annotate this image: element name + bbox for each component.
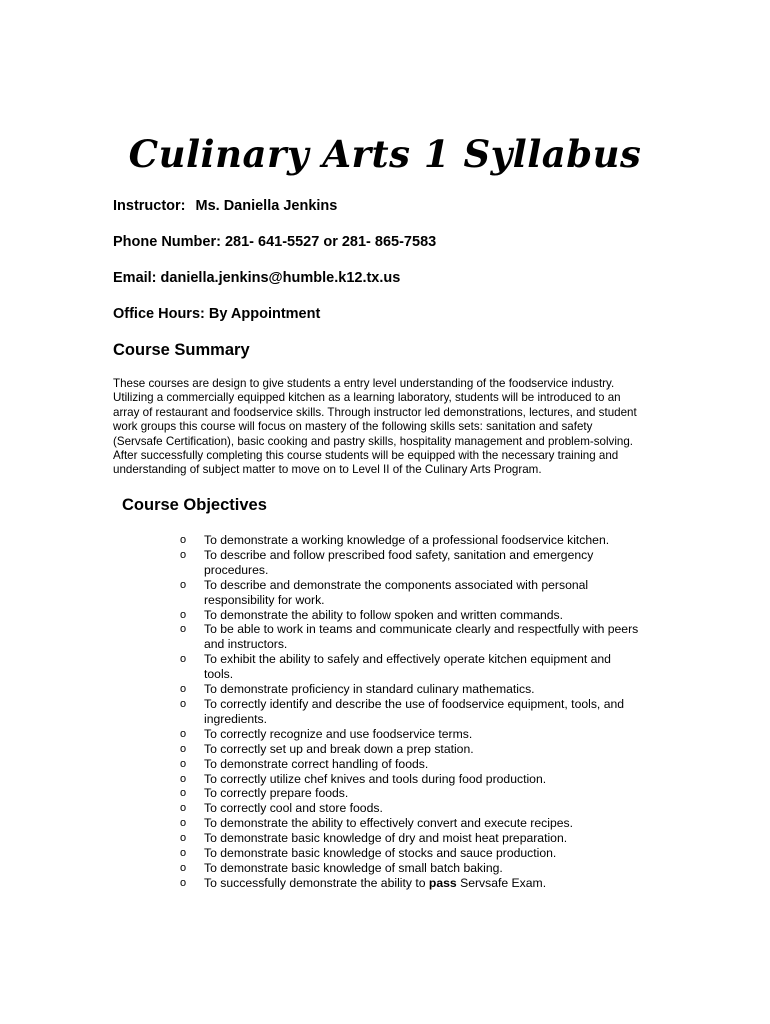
objective-line: To be able to work in teams and communicate clearly and respectfully with peers bbox=[204, 622, 639, 637]
bullet-icon: o bbox=[180, 727, 187, 740]
objective-line: To demonstrate the ability to follow spoken and written commands. bbox=[204, 607, 564, 622]
instructor-label: Instructor: bbox=[113, 198, 186, 214]
bullet-icon: o bbox=[180, 832, 187, 845]
course-objectives-heading: Course Objectives bbox=[122, 496, 267, 514]
instructor-name: Ms. Daniella Jenkins bbox=[195, 198, 338, 214]
bullet-icon: o bbox=[180, 757, 187, 770]
objective-item bbox=[180, 757, 660, 772]
objective-line: To demonstrate the ability to effectively convert and execute recipes. bbox=[204, 816, 573, 831]
objectives-list bbox=[180, 533, 660, 891]
objective-item bbox=[180, 533, 660, 548]
objective-item bbox=[180, 548, 660, 578]
objective-line: To demonstrate correct handling of foods. bbox=[204, 756, 429, 771]
objective-item bbox=[180, 801, 660, 816]
bullet-icon: o bbox=[180, 623, 187, 636]
objective-line: To demonstrate a working knowledge of a professional foodservice kitchen. bbox=[204, 533, 610, 547]
objective-item bbox=[180, 622, 660, 652]
objective-item bbox=[180, 876, 660, 891]
objective-line: To correctly utilize chef knives and tools during food production. bbox=[204, 771, 547, 786]
objective-line: ingredients. bbox=[204, 711, 268, 726]
objective-line: procedures. bbox=[204, 562, 269, 577]
bullet-icon: o bbox=[180, 653, 187, 666]
bullet-icon: o bbox=[180, 697, 187, 710]
bullet-icon: o bbox=[180, 578, 187, 591]
objective-item bbox=[180, 861, 660, 876]
objective-line bbox=[204, 876, 660, 891]
summary-line: (Servsafe Certification), basic cooking and pastry skills, hospitality management and problem-solving. bbox=[113, 434, 634, 448]
objective-line: To describe and follow prescribed food safety, sanitation and emergency bbox=[204, 547, 594, 562]
objective-item bbox=[180, 608, 660, 623]
page-title: Culinary Arts 1 Syllabus bbox=[128, 132, 642, 176]
course-summary-heading: Course Summary bbox=[113, 341, 250, 359]
bullet-icon: o bbox=[180, 802, 187, 815]
objective-item bbox=[180, 786, 660, 801]
objective-text: Servsafe Exam. bbox=[456, 875, 547, 890]
objective-item bbox=[180, 682, 660, 697]
email-line: Email: daniella.jenkins@humble.k12.tx.us bbox=[113, 270, 401, 286]
bullet-icon: o bbox=[180, 787, 187, 800]
summary-line: After successfully completing this course students will be equipped with the necessary training and bbox=[113, 449, 619, 463]
objective-line: To demonstrate basic knowledge of small batch baking. bbox=[204, 860, 503, 875]
objective-item bbox=[180, 742, 660, 757]
summary-line: These courses are design to give students a entry level understanding of the foodservice industry. bbox=[113, 377, 615, 390]
objective-item bbox=[180, 846, 660, 861]
summary-line: Utilizing a commercially equipped kitchen as a learning laboratory, students will be introduced to an bbox=[113, 391, 621, 405]
instructor-line bbox=[113, 198, 337, 214]
objective-line: To exhibit the ability to safely and effectively operate kitchen equipment and bbox=[204, 652, 611, 667]
bullet-icon: o bbox=[180, 742, 187, 755]
office-hours-line: Office Hours: By Appointment bbox=[113, 306, 321, 322]
bullet-icon: o bbox=[180, 534, 187, 546]
bullet-icon: o bbox=[180, 861, 187, 874]
objective-line: and instructors. bbox=[204, 637, 288, 652]
bullet-icon: o bbox=[180, 772, 187, 785]
objective-line: To demonstrate proficiency in standard culinary mathematics. bbox=[204, 682, 535, 697]
objective-text: To successfully demonstrate the ability to bbox=[204, 875, 429, 890]
objective-line: To demonstrate basic knowledge of stocks and sauce production. bbox=[204, 846, 557, 861]
objective-line: responsibility for work. bbox=[204, 592, 325, 607]
course-summary-text bbox=[113, 377, 673, 478]
objective-item bbox=[180, 831, 660, 846]
summary-line: understanding of subject matter to move on to Level II of the Culinary Arts Program. bbox=[113, 463, 542, 477]
objective-line: To correctly cool and store foods. bbox=[204, 801, 383, 816]
objective-line: To correctly identify and describe the use of foodservice equipment, tools, and bbox=[204, 696, 625, 711]
emphasis-text: pass bbox=[428, 875, 457, 890]
objective-item bbox=[180, 727, 660, 742]
objective-item bbox=[180, 697, 660, 727]
objective-item bbox=[180, 578, 660, 608]
bullet-icon: o bbox=[180, 608, 187, 621]
summary-line: array of restaurant and foodservice skills. Through instructor led demonstrations, lectures, and student bbox=[113, 405, 637, 419]
bullet-icon: o bbox=[180, 683, 187, 696]
bullet-icon: o bbox=[180, 847, 187, 860]
objective-line: To correctly prepare foods. bbox=[204, 786, 349, 801]
objective-item bbox=[180, 816, 660, 831]
phone-line: Phone Number: 281- 641-5527 or 281- 865-7583 bbox=[113, 234, 437, 250]
summary-line: work groups this course will focus on mastery of the following skills sets: sanitation and safety bbox=[113, 420, 593, 434]
objective-line: To correctly recognize and use foodservice terms. bbox=[204, 726, 473, 741]
bullet-icon: o bbox=[180, 817, 187, 830]
objective-item bbox=[180, 652, 660, 682]
objective-line: tools. bbox=[204, 667, 234, 682]
objective-line: To correctly set up and break down a prep station. bbox=[204, 741, 474, 756]
bullet-icon: o bbox=[180, 548, 187, 561]
bullet-icon: o bbox=[180, 876, 187, 889]
objective-line: To describe and demonstrate the components associated with personal bbox=[204, 577, 589, 592]
objective-line: To demonstrate basic knowledge of dry and moist heat preparation. bbox=[204, 831, 568, 846]
objective-item bbox=[180, 772, 660, 787]
